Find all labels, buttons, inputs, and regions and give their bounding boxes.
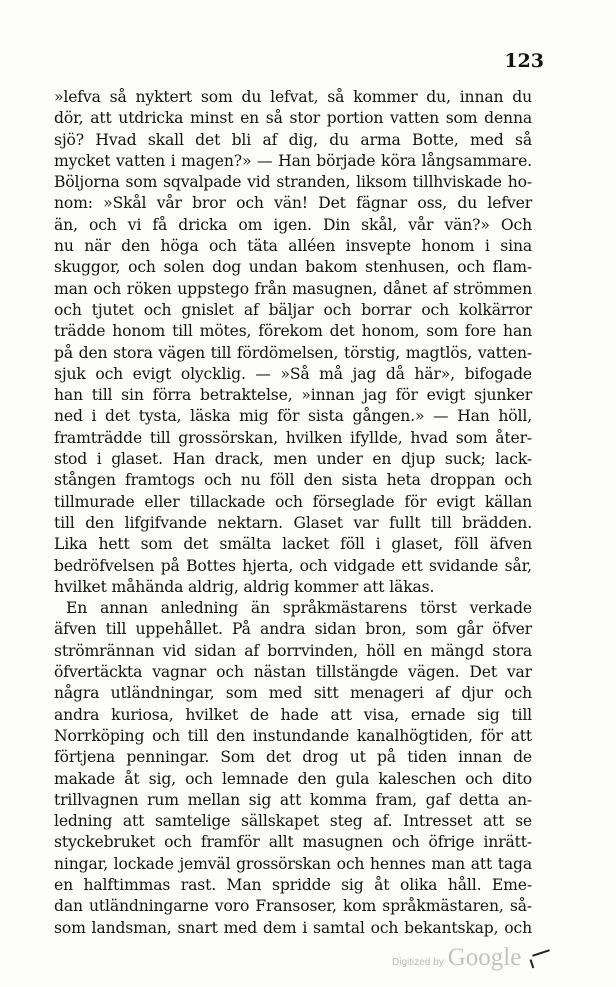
printer-mark [532, 949, 550, 956]
text-line: på den stora vägen till fördömelsen, törstig, magtlös, vatten- [54, 343, 532, 362]
digitized-label: Digitized by [392, 957, 444, 968]
text-line: stod i glaset. Han drack, men under en djup suck; lack- [54, 450, 532, 469]
text-line: »lefva så nyktert som du lefvat, så kommer du, innan du [54, 88, 532, 106]
text-line: trädde honom till mötes, förekom det honom, som fore han [54, 322, 532, 341]
text-line: styckebruket och framför allt masugnen och öfrige inrätt- [54, 833, 532, 852]
text-line: ningar, lockade jemväl grossörskan och hennes man att taga [54, 854, 532, 873]
text-line: dör, att utdricka minst en så stor portion vatten som denna [54, 109, 532, 128]
text-line: framträdde till grossörskan, hvilken ifyllde, hvad som åter- [54, 428, 532, 447]
text-line: trillvagnen rum mellan sig att komma fram, gaf detta an- [54, 790, 532, 809]
text-line: dan utländningarne voro Fransoser, kom språkmästaren, så- [54, 897, 532, 916]
text-line: sjö? Hvad skall det bli af dig, du arma Botte, med så [54, 130, 532, 149]
text-line: sjuk och evigt olycklig. — »Så må jag då här», bifogade [54, 364, 532, 383]
text-line: ledning att samtelige sällskapet steg af. Intresset att se [54, 812, 532, 831]
text-line: ned i det tysta, läska mig för sista gången.» — Han höll, [54, 407, 532, 426]
text-line: stången framtogs och nu föll den sista heta droppan och [54, 471, 532, 490]
text-line: bedröfvelsen på Bottes hjerta, och vidgade ett svidande sår, [54, 556, 532, 575]
digitized-by-google-watermark [392, 944, 521, 972]
text-line: Lika hett som det smälta lacket föll i glaset, föll äfven [54, 535, 532, 554]
text-line: och tjutet och gnislet af bäljar och borrar och kolkärror [54, 300, 532, 319]
text-line: han till sin förra betraktelse, »innan jag för evigt sjunker [54, 386, 532, 405]
text-line: hvilket måhända aldrig, aldrig kommer att läkas. [54, 577, 435, 596]
text-line: äfven till uppehållet. På andra sidan bron, som går öfver [54, 620, 532, 639]
text-line: mycket vatten i magen?» — Han började köra långsammare. [54, 151, 532, 170]
text-line: man och röken uppstego från masugnen, dånet af strömmen [54, 279, 532, 298]
text-line: förtjena penningar. Som det drog ut på tiden innan de [54, 748, 532, 767]
text-line: öfvertäckta vagnar och nästan tillstängde vägen. Det var [54, 663, 532, 682]
text-line: nu när den höga och täta alléen insvepte honom i sina [54, 237, 532, 256]
body-text [54, 87, 532, 939]
text-line: än, och vi få dricka om igen. Din skål, vår vän?» Och [54, 215, 532, 234]
page-number: 123 [504, 50, 544, 72]
text-line: några utländningar, som med sitt menageri af djur och [54, 684, 532, 703]
google-logo: Google [447, 944, 522, 971]
text-line: nom: »Skål vår bror och vän! Det fägnar oss, du lefver [54, 194, 532, 213]
text-line: strömrännan vid sidan af borrvinden, höll en mängd stora [54, 641, 532, 660]
text-line: som landsman, snart med dem i samtal och bekantskap, och [54, 918, 532, 937]
text-line: makade åt sig, och lemnade den gula kaleschen och dito [54, 769, 532, 788]
text-line: skuggor, och solen dog undan bakom stenhusen, och flam- [54, 258, 532, 277]
text-line: Böljorna som sqvalpade vid stranden, liksom tillhviskade ho- [54, 173, 532, 192]
text-line: andra kuriosa, hvilket de hade att visa, ernade sig till [54, 705, 532, 724]
text-line: Norrköping och till den instundande kanalhögtiden, för att [54, 726, 532, 745]
text-line: En annan anledning än språkmästarens törst verkade [66, 599, 532, 618]
text-line: till den lifgifvande nektarn. Glaset var fullt till brädden. [54, 513, 532, 532]
text-line: en halftimmas rast. Man spridde sig åt olika håll. Eme- [54, 875, 532, 894]
text-line: tillmurade eller tillackade och förseglade för evigt källan [54, 492, 532, 511]
